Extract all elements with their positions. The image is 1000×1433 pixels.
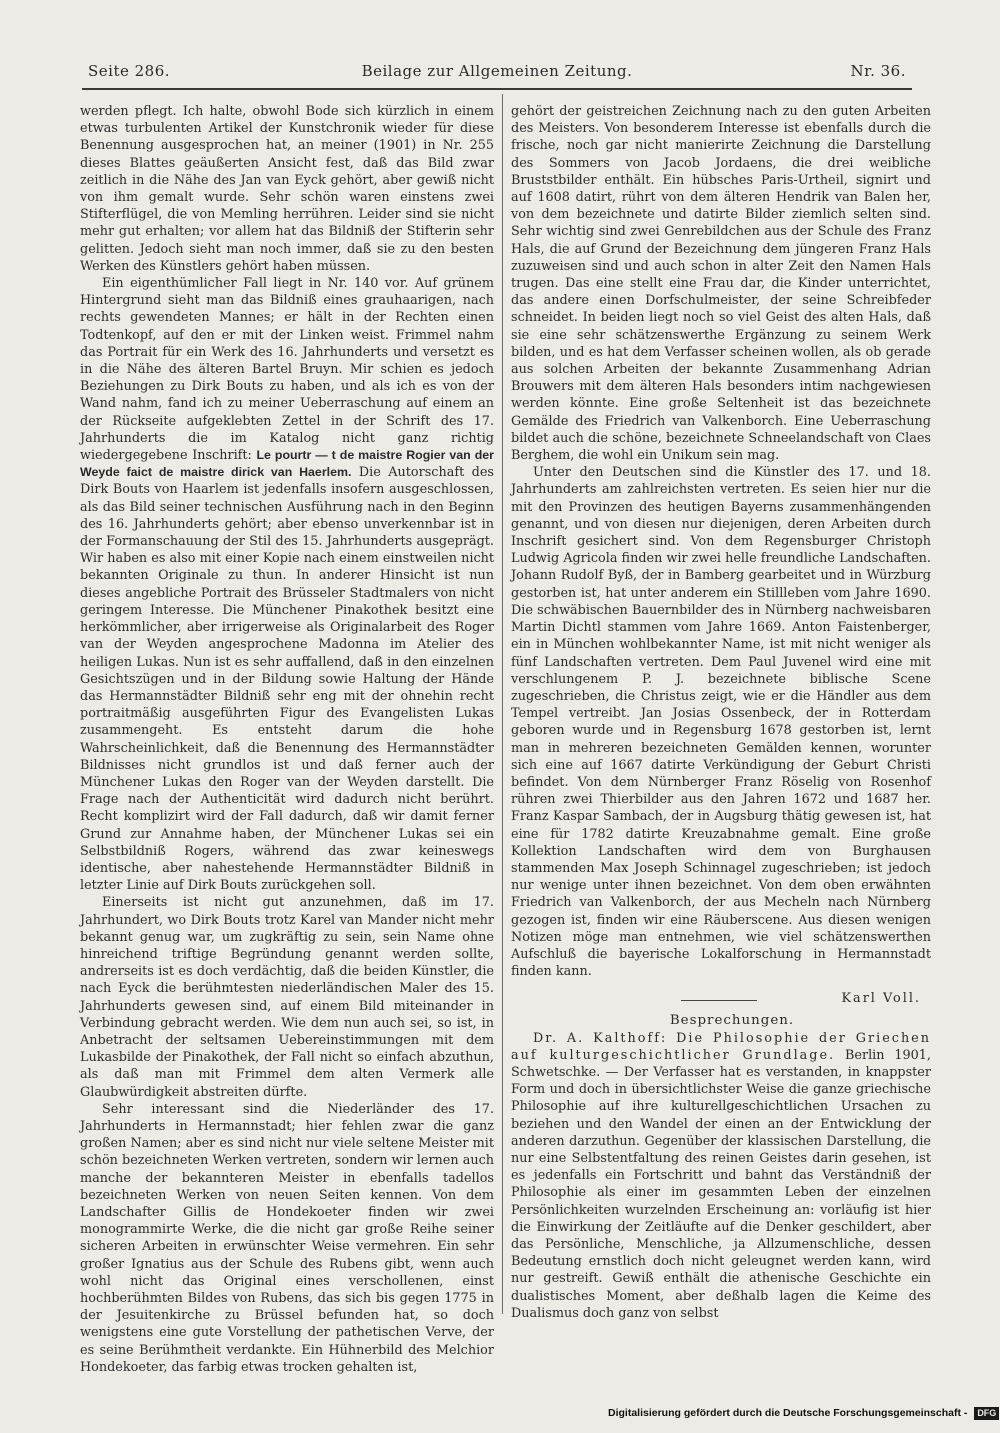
review	[511, 1030, 931, 1322]
dfg-logo: DFG	[974, 1407, 999, 1420]
section-title: Besprechungen.	[669, 1013, 795, 1029]
right-column	[511, 103, 931, 1322]
review-heading: Dr. A. Kalthoff: Die Philosophie der Griechen auf kulturgeschichtlicher Grundlage.	[511, 1030, 931, 1063]
review-paragraph	[511, 1030, 931, 1322]
footer-text: Digitalisierung gefördert durch die Deutsche Forschungsgemeinschaft -	[608, 1407, 968, 1419]
paragraph: werden pflegt. Ich halte, obwohl Bode sich kürzlich in einem etwas turbulenten Artikel der Kunstchronik wieder für diese Benennung ausgesprochen hat, an meiner (1901) in Nr. 255 dieses Blattes geäußerten Ansicht fest, daß das Bild zwar zeitlich in die Nähe des Jan van Eyck gehört, aber gewiß nicht von ihm gemalt wurde. Sehr schön waren einstens zwei Stifterflügel, die von Memling herrühren. Leider sind sie nicht mehr gut erhalten; vor allem hat das Bildniß der Stifterin sehr gelitten. Jedoch sieht man noch immer, daß sie zu den besten Werken des Künstlers gehört haben müssen.	[80, 104, 494, 274]
paragraph-text: Die Autorschaft des Dirk Bouts von Haarlem ist jedenfalls insofern ausgeschlossen, als das Bild seiner technischen Ausführung nach in den Beginn des 16. Jahrhunderts gehört; aber ebenso unverkennbar ist in der Formanschauung der Stil des 15. Jahrhunderts ausgeprägt. Wir haben es also mit einer Kopie nach einem einstweilen nicht bekannten Originale zu thun. In anderer Hinsicht ist nun dieses angebliche Portrait des Brüsseler Stadtmalers von nicht geringem Interesse. Die Münchener Pinakothek besitzt eine herkömmlicher, aber irrigerweise als Originalarbeit des Roger van der Weyden angesprochene Madonna im Atelier des heiligen Lukas. Nun ist es sehr auffallend, daß in den einzelnen Gesichtszügen und in der Bildung sowie Haltung der Hände das Hermannstädter Bildniß sehr eng mit der ohnehin recht portraitmäßig ausgeführten Figur des Evangelisten Lukas zusammengeht. Es entsteht darum die hohe Wahrscheinlichkeit, daß die Benennung des Hermannstädter Bildnisses nicht grundlos ist und daß ferner auch der Münchener Lukas den Roger van der Weyden darstellt. Die Frage nach der Authenticität wird dadurch nicht berührt. Recht komplizirt wird der Fall dadurch, daß wir damit ferner Grund zur Annahme haben, der Münchener Lukas sei ein Selbstbildniß Rogers, während das zwar keineswegs identische, aber nahestehende Hermannstädter Bildniß in letzter Linie auf Dirk Bouts zurückgehen soll.	[80, 465, 494, 894]
page-header	[88, 62, 906, 84]
digitization-footer	[608, 1407, 999, 1420]
header-rule	[82, 88, 912, 90]
paragraph: Unter den Deutschen sind die Künstler des 17. und 18. Jahrhunderts am zahlreichsten vertreten. Es seien hier nur die mit den Provinzen des heutigen Bayerns zusammenhängenden genannt, und von diesen nur diejenigen, deren Arbeiten durch Inschrift gesichert sind. Von dem Regensburger Christoph Ludwig Agricola finden wir zwei helle freundliche Landschaften. Johann Rudolf Byß, der in Bamberg gearbeitet und in Würzburg gestorben ist, hat unter anderem ein Stillleben vom Jahre 1690. Die schwäbischen Bauernbilder des in Nürnberg nachweisbaren Martin Dichtl stammen vom Jahre 1669. Anton Faistenberger, ein in München wohlbekannter Name, ist mit nicht weniger als fünf Landschaften vertreten. Dem Paul Juvenel wird eine mit verschlungenem P. J. bezeichnete biblische Scene zugeschrieben, die Christus zeigt, wie er die Händler aus dem Tempel vertreibt. Jan Josias Ossenbeck, der in Rotterdam geboren wurde und in Regensburg 1678 gestorben ist, lernt man in mehreren bezeichneten Gemälden kennen, worunter sich eine auf 1667 datirte Verkündigung der Geburt Christi befindet. Von dem Nürnberger Franz Röselig von Rosenhof rühren zwei Thierbilder aus den Jahren 1672 und 1687 her. Franz Kaspar Sambach, der in Augsburg thätig gewesen ist, hat eine für 1782 datirte Kreuzabnahme gemalt. Eine große Kollektion Landschaften wird dem von Burghausen stammenden Max Joseph Schinnagel zugeschrieben; ist jedoch nur wenige unter ihnen bezeichnet. Von dem oben erwähnten Friedrich van Valkenborch, der aus Mecheln nach Nürnberg gezogen ist, finden wir eine Räuberscene. Aus diesen wenigen Notizen möge man entnehmen, wie viel schätzenswerthen Aufschluß die bayerische Lokalforschung in Hermannstadt finden kann.	[511, 465, 931, 980]
signature-row	[511, 988, 931, 1012]
page-number: Seite 286.	[88, 62, 171, 80]
left-column	[80, 103, 494, 1376]
column-divider	[502, 94, 503, 1314]
signature-rule	[681, 1000, 757, 1001]
paragraph-text: Ein eigenthümlicher Fall liegt in Nr. 140 vor. Auf grünem Hintergrund sieht man das Bildniß eines grauhaarigen, nach rechts gewendeten Mannes; er hält in der Rechten einen Todtenkopf, auf den er mit der Linken weist. Frimmel nahm das Portrait für ein Werk des 16. Jahrhunderts und versetzt es in die Nähe des älteren Bartel Bruyn. Mir schien es jedoch Beziehungen zu Dirk Bouts zu haben, und als ich es von der Wand nahm, fand ich zu meiner Ueberraschung auf einem an der Rückseite aufgeklebten Zettel in der Schrift des 17. Jahrhunderts die im Katalog nicht ganz richtig wiedergegebene Inschrift:	[80, 276, 494, 464]
paragraph	[80, 275, 494, 894]
inscription: Le pourtr — t de maistre Rogier van der Weyde faict de maistre dirick van Haerlem.	[80, 448, 494, 480]
paragraph: gehört der geistreichen Zeichnung nach zu den guten Arbeiten des Meisters. Von besonderem Interesse ist ebenfalls durch die frische, noch gar nicht manierirte Zeichnung die Darstellung des Sommers von Jacob Jordaens, die drei weibliche Bruststbilder enthält. Ein hübsches Paris-Urtheil, signirt und auf 1608 datirt, rührt von dem älteren Hendrik van Balen her, von dem bezeichnete und datirte Bilder ziemlich selten sind. Sehr wichtig sind zwei Genrebildchen aus der Schule des Franz Hals, die auf Grund der Bezeichnung dem jüngeren Franz Hals zuzuweisen sind und auch schon in alter Zeit den Namen Hals trugen. Das eine stellt eine Frau dar, die Kinder unterrichtet, das andere einen Dorfschulmeister, der seine Schreibfeder schneidet. In beiden liegt noch so viel Geist des alten Hals, daß sie eine sehr schätzenswerthe Ergänzung zu seinem Werk bilden, und es hat dem Verfasser scheinen wollen, als ob gerade aus solchen Arbeiten der bekannte Zusammenhang Adrian Brouwers mit dem älteren Hals besonders intim nachgewiesen werden könnte. Eine große Seltenheit ist das bezeichnete Gemälde des Friedrich van Valkenborch. Eine Ueberraschung bildet auch die schöne, bezeichnete Schneelandschaft von Claes Berghem, die wohl ein Unikum sein mag.	[511, 104, 931, 464]
author-signature: Karl Voll.	[841, 991, 921, 1007]
review-text: Berlin 1901, Schwetschke. — Der Verfasser hat es verstanden, in knappster Form und doch in übersichtlichster Weise die ganze griechische Philosophie auf ihre kulturellgeschichtlichen Ursachen zu beziehen und den Wandel der einen an der Entwicklung der anderen darzuthun. Gegenüber der klassischen Darstellung, die nur eine Selbstentfaltung des reinen Geistes darin gesehen, ist es jedenfalls ein Fortschritt und bahnt das Verständniß der Philosophie als einer im gesammten Leben der einzelnen Persönlichkeiten wurzelnden Erscheinung an: vorläufig ist hier die Einwirkung der Zeitläufte auf die Denker geschildert, aber das Persönliche, Menschliche, ja Allzumenschliche, dessen Bedeutung ernstlich doch nicht geleugnet werden kann, wird nur gestreift. Gewiß enthält die athenische Geschichte ein dualistisches Moment, aber deßhalb lagen die Keime des Dualismus doch ganz von selbst	[511, 1047, 932, 1321]
issue-number: Nr. 36.	[850, 62, 906, 80]
running-title: Beilage zur Allgemeinen Zeitung.	[361, 62, 633, 80]
paragraph: Einerseits ist nicht gut anzunehmen, daß im 17. Jahrhundert, wo Dirk Bouts trotz Karel van Mander nicht mehr bekannt genug war, um zugkräftig zu sein, sein Name ohne hinreichend triftige Begründung genannt werden sollte, andrerseits ist es doch verdächtig, daß die beiden Künstler, die nach Eyck die berühmtesten niederländischen Maler des 15. Jahrhunderts gewesen sind, auf einem Bild miteinander in Verbindung gebracht werden. Wie dem nun auch sei, so ist, in Anbetracht der seltsamen Uebereinstimmungen mit dem Lukasbilde der Pinakothek, der Fall nicht so einfach abzuthun, als daß man mit Frimmel dem alten Vermerk alle Glaubwürdigkeit abstreiten dürfte.	[80, 895, 494, 1100]
paragraph: Sehr interessant sind die Niederländer des 17. Jahrhunderts in Hermannstadt; hier fehlen zwar die ganz großen Namen; aber es sind nicht nur viele seltene Meister mit schön bezeichneten Werken vertreten, sondern wir lernen auch manche der bekannteren Meister in ebenfalls tadellos bezeichneten Werken von neuen Seiten kennen. Von dem Landschafter Gillis de Hondekoeter finden wir zwei monogrammirte Werke, die die nicht gar große Reihe seiner sicheren Arbeiten in erwünschter Weise vermehren. Ein sehr großer Ignatius aus der Schule des Rubens gibt, wenn auch wohl nicht das Original eines verschollenen, einst hochberühmten Bildes von Rubens, das sich bis gegen 1775 in der Jesuitenkirche zu Brüssel befunden hat, so doch wenigstens eine gute Vorstellung der pathetischen Verve, der es seine Berühmtheit verdankte. Ein Hühnerbild des Melchior Hondekoeter, das farbig etwas trocken gehalten ist,	[80, 1101, 494, 1375]
